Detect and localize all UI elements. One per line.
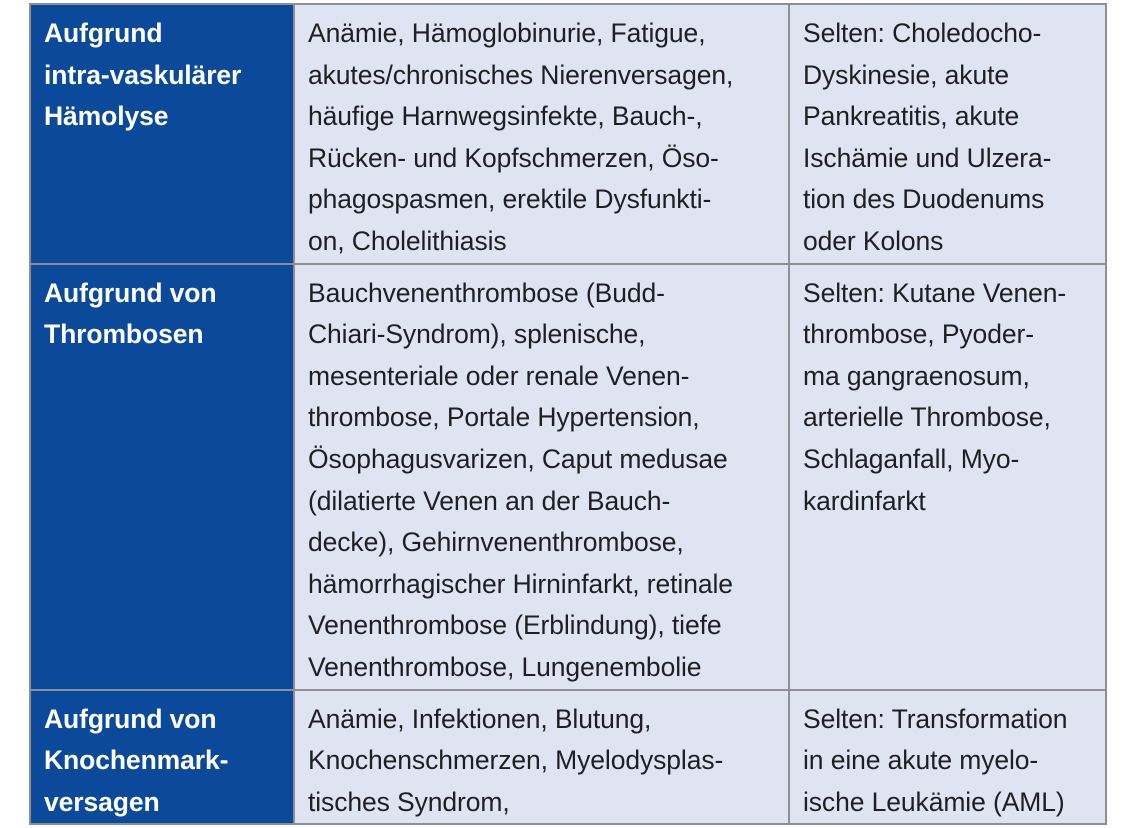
- symptoms-cell: Anämie, Infektionen, Blutung, Knochenschmerzen, Myelodysplas- tisches Syndrom,: [294, 690, 789, 825]
- table-row: [30, 690, 1106, 825]
- row-category-cell: Aufgrund von Thrombosen: [30, 264, 294, 690]
- table-row: [30, 264, 1106, 690]
- table-row: [30, 4, 1106, 264]
- symptom-table: [29, 3, 1107, 825]
- symptoms-cell: Bauchvenenthrombose (Budd- Chiari-Syndrom), splenische, mesenteriale oder renale Venen- thrombose, Portale Hypertension, Ösophagusvarizen, Caput medusae (dilatierte Venen an der Bauch- decke), Gehirnvenenthrombose, hämorrhagischer Hirninfarkt, retinale Venenthrombose (Erblindung), tiefe Venenthrombose, Lungenembolie: [294, 264, 789, 690]
- symptom-table-container: [29, 3, 1105, 825]
- rare-symptoms-cell: Selten: Choledocho- Dyskinesie, akute Pankreatitis, akute Ischämie und Ulzera- tion des Duodenums oder Kolons: [789, 4, 1106, 264]
- rare-symptoms-cell: Selten: Transformation in eine akute myelo- ische Leukämie (AML): [789, 690, 1106, 825]
- row-category-cell: Aufgrund von Knochenmark- versagen: [30, 690, 294, 825]
- rare-symptoms-cell: Selten: Kutane Venen- thrombose, Pyoder- ma gangraenosum, arterielle Thrombose, Schlaganfall, Myo- kardinfarkt: [789, 264, 1106, 690]
- symptoms-cell: Anämie, Hämoglobinurie, Fatigue, akutes/chronisches Nierenversagen, häufige Harnwegsinfekte, Bauch-, Rücken- und Kopfschmerzen, Öso- phagospasmen, erektile Dysfunkti- on, Cholelithiasis: [294, 4, 789, 264]
- row-category-cell: Aufgrund intra-vaskulärer Hämolyse: [30, 4, 294, 264]
